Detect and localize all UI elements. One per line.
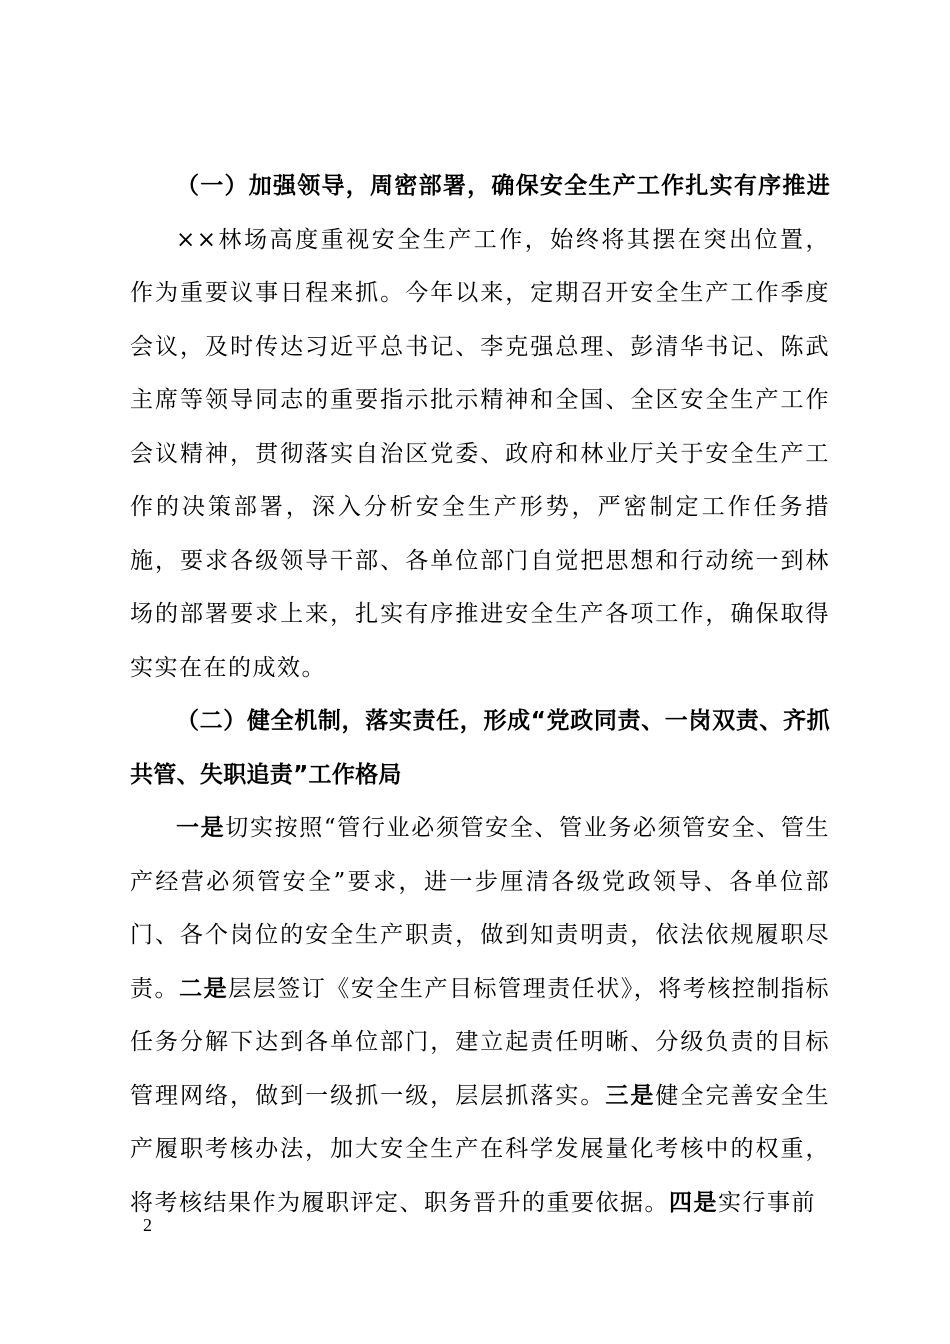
document-page (130, 160, 830, 1230)
item-3-lead: 三是 (605, 1082, 656, 1109)
section-1-body: ××林场高度重视安全生产工作，始终将其摆在突出位置，作为重要议事日程来抓。今年以来，定期召开安全生产工作季度会议，及时传达习近平总书记、李克强总理、彭清华书记、陈武主席等领导同志的重要指示批示精神和全国、全区安全生产工作会议精神，贯彻落实自治区党委、政府和林业厅关于安全生产工作的决策部署，深入分析安全生产形势，严密制定工作任务措施，要求各级领导干部、各单位部门自觉把思想和行动统一到林场的部署要求上来，扎实有序推进安全生产各项工作，确保取得实实在在的成效。 (130, 226, 830, 681)
item-4-lead: 四是 (669, 1189, 718, 1216)
section-2-body (130, 802, 830, 1230)
item-1-text: 切实按照“管行业必须管安全、管业务必须管安全、管生产经营必须管安全”要求，进一步厘清各级党政领导、各单位部门、各个岗位的安全生产职责，做到知责明责，依法依规履职尽责。 (130, 815, 831, 1002)
item-3-text: 健全完善安全生产履职考核办法，加大安全生产在科学发展量化考核中的权重，将考核结果作为履职评定、职务晋升的重要依据。 (130, 1082, 831, 1216)
item-2-lead: 二是 (179, 975, 229, 1002)
section-1-heading: （一）加强领导，周密部署，确保安全生产工作扎实有序推进 (176, 173, 830, 199)
item-2-text: 层层签订《安全生产目标管理责任状》，将考核控制指标任务分解下达到各单位部门，建立起责任明晰、分级负责的目标管理网络，做到一级抓一级，层层抓落实。 (130, 975, 831, 1109)
section-2-heading: （二）健全机制，落实责任，形成“党政同责、一岗双责、齐抓共管、失职追责”工作格局 (130, 708, 830, 788)
item-1-lead: 一是 (176, 815, 226, 841)
page-number: 2 (143, 1215, 152, 1235)
item-4-text: 实行事前 (718, 1189, 816, 1216)
